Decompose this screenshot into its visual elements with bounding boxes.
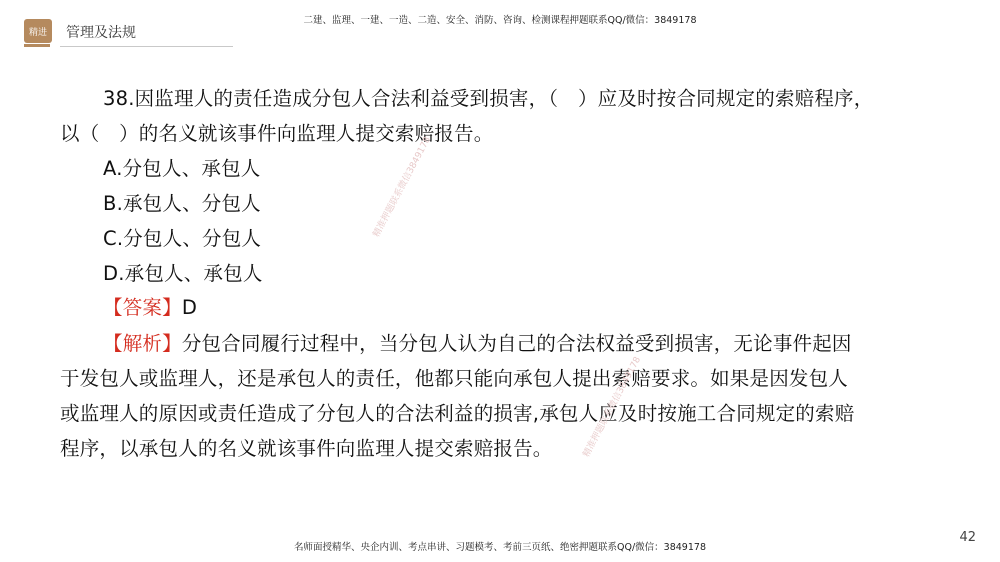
analysis-line-3: 或监理人的原因或责任造成了分包人的合法利益的损害,承包人应及时按施工合同规定的索赔 [60, 402, 855, 425]
logo-accent-bar [24, 44, 50, 47]
brand-logo-text: 精进 [28, 27, 47, 38]
analysis-text-1: 分包合同履行过程中，当分包人认为自己的合法权益受到损害，无论事件起因 [181, 332, 852, 355]
analysis-line-1 [103, 328, 852, 356]
watermark: 精准押题联系微信3849178 [371, 135, 434, 240]
analysis-line-4: 程序，以承包人的名义就该事件向监理人提交索赔报告。 [60, 437, 553, 460]
option-d: D.承包人、承包人 [103, 262, 263, 285]
option-a: A.分包人、承包人 [103, 157, 261, 180]
question-text-line-2: 以（ ）的名义就该事件向监理人提交索赔报告。 [60, 122, 494, 145]
answer-value: D [181, 296, 198, 319]
header-banner: 二建、监理、一建、一造、二造、安全、消防、咨询、检测课程押题联系QQ/微信：3849178 [303, 15, 697, 26]
question-text-line-1: 38.因监理人的责任造成分包人合法利益受到损害，（ ）应及时按合同规定的索赔程序， [103, 87, 874, 110]
footer-banner: 名师面授精华、央企内训、考点串讲、习题模考、考前三页纸、绝密押题联系QQ/微信：3849178 [294, 542, 706, 553]
watermark: 精准押题联系微信3849178 [581, 355, 644, 460]
option-c: C.分包人、分包人 [103, 227, 262, 250]
analysis-line-2: 于发包人或监理人，还是承包人的责任，他都只能向承包人提出索赔要求。如果是因发包人 [60, 367, 849, 390]
page-number: 42 [959, 530, 976, 545]
answer-label: 【答案】 [103, 296, 182, 319]
header-divider [60, 46, 233, 47]
analysis-label: 【解析】 [103, 332, 182, 355]
option-b: B.承包人、分包人 [103, 192, 261, 215]
section-category: 管理及法规 [66, 25, 136, 41]
answer-line [103, 292, 197, 320]
